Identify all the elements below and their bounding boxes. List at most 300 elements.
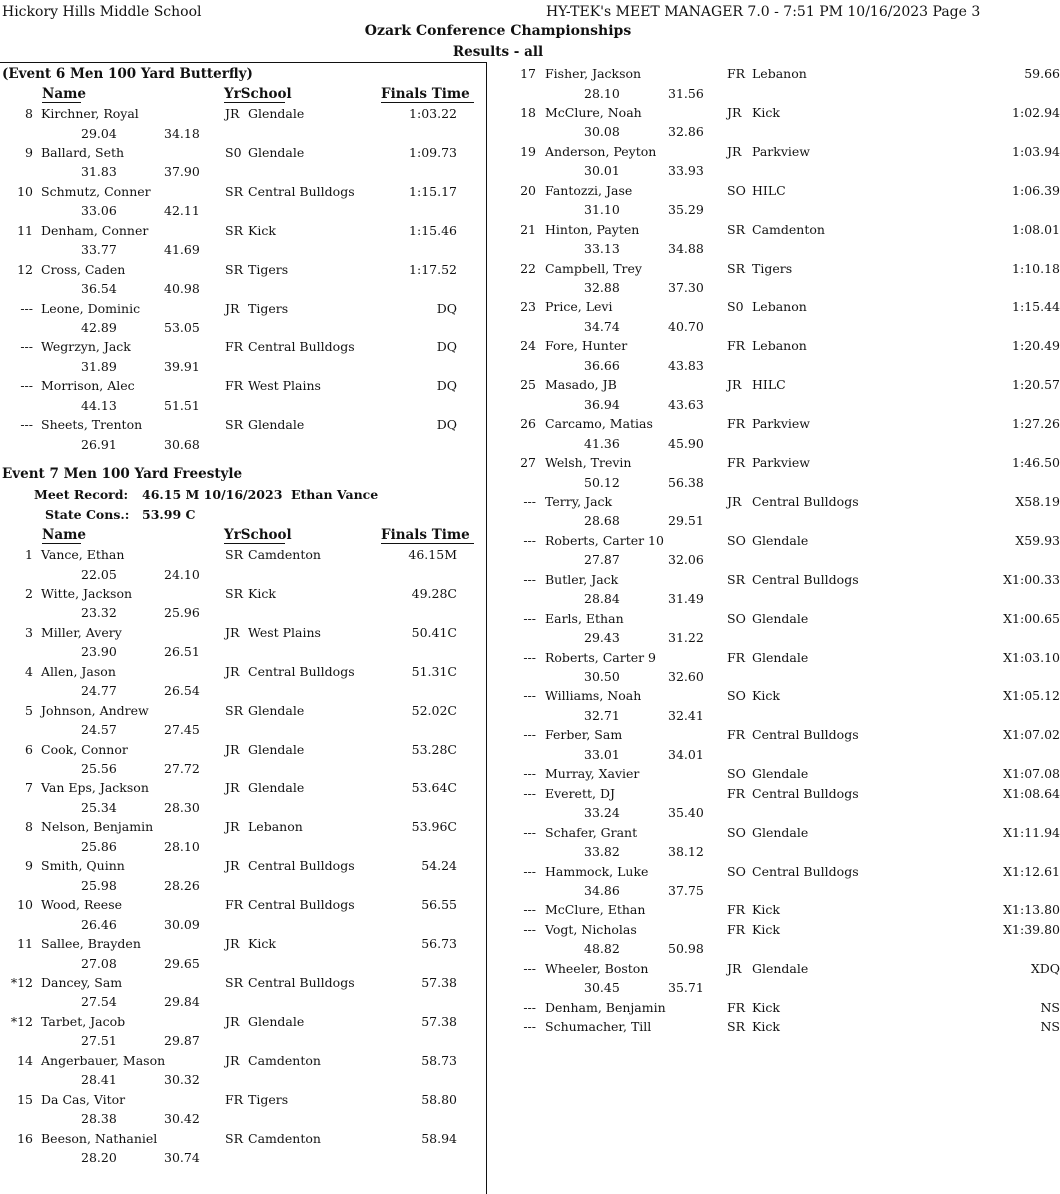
result-row <box>0 585 486 621</box>
place: 8 <box>25 106 33 121</box>
year: SO <box>727 182 746 198</box>
split-2: 32.06 <box>668 552 704 568</box>
result-row <box>0 339 486 374</box>
school: Kick <box>248 222 276 238</box>
split-1: 29.43 <box>584 630 620 646</box>
place: --- <box>523 532 536 548</box>
result-row <box>0 1013 486 1049</box>
meet-title: Ozark Conference Championships <box>364 23 632 39</box>
result-row <box>486 221 1060 257</box>
result-row <box>486 649 1060 684</box>
split-2: 29.84 <box>164 994 200 1010</box>
result-row <box>486 377 1060 412</box>
split-1: 28.10 <box>584 85 620 101</box>
school: Tigers <box>248 261 289 277</box>
split-1: 24.57 <box>81 722 117 738</box>
year: JR <box>225 624 240 640</box>
place: --- <box>523 785 536 801</box>
place: --- <box>523 766 536 782</box>
split-2: 39.91 <box>164 358 200 374</box>
split-1: 50.12 <box>584 474 620 490</box>
place: --- <box>523 571 536 587</box>
school: Glendale <box>248 780 305 796</box>
swimmer-name: Masado, JB <box>545 377 617 393</box>
place: 1 <box>25 547 33 562</box>
event7-col-yrschool-rule <box>224 543 285 544</box>
school: Central Bulldogs <box>752 785 859 801</box>
school: Lebanon <box>248 819 303 835</box>
result-row <box>486 688 1060 723</box>
finals-time: 52.02C <box>411 702 457 718</box>
year: SO <box>727 532 746 548</box>
result-row <box>486 727 1060 762</box>
split-2: 43.83 <box>668 357 704 373</box>
swimmer-name: Hinton, Payten <box>545 221 640 237</box>
finals-time: X59.93 <box>1015 532 1060 548</box>
result-row <box>486 863 1060 898</box>
place: 18 <box>520 104 536 120</box>
finals-time: 59.66 <box>1024 66 1060 81</box>
swimmer-name: Williams, Noah <box>545 688 642 704</box>
school: Lebanon <box>752 338 807 354</box>
split-2: 32.41 <box>668 707 704 723</box>
year: JR <box>225 1013 240 1029</box>
school: Kick <box>752 999 780 1015</box>
event6-col-name: Name <box>42 86 86 102</box>
result-row <box>486 999 1060 1018</box>
school: Glendale <box>752 766 809 782</box>
result-row <box>0 1091 486 1127</box>
swimmer-name: Campbell, Trey <box>545 260 642 276</box>
school: Central Bulldogs <box>248 974 355 990</box>
place: 15 <box>17 1091 33 1107</box>
year: JR <box>727 104 742 120</box>
place: --- <box>20 339 33 355</box>
split-2: 27.72 <box>164 761 200 776</box>
split-1: 31.89 <box>81 358 117 374</box>
split-2: 35.40 <box>668 805 704 821</box>
finals-time: 1:15.17 <box>409 183 457 199</box>
year: SR <box>727 571 745 587</box>
school: Central Bulldogs <box>752 727 859 743</box>
finals-time: 57.38 <box>421 1013 457 1029</box>
swimmer-name: Schmutz, Conner <box>41 183 151 199</box>
split-2: 50.98 <box>668 941 704 957</box>
year: SR <box>727 1019 745 1035</box>
split-1: 22.05 <box>81 566 117 582</box>
year: JR <box>225 819 240 835</box>
split-1: 27.08 <box>81 955 117 971</box>
event6-col-name-rule <box>42 102 81 103</box>
swimmer-name: Fantozzi, Jase <box>545 182 633 198</box>
finals-time: DQ <box>436 300 457 316</box>
swimmer-name: Wegrzyn, Jack <box>41 339 131 355</box>
split-1: 30.50 <box>584 669 620 684</box>
finals-time: 53.28C <box>411 741 457 757</box>
place: 6 <box>25 741 33 757</box>
swimmer-name: Van Eps, Jackson <box>41 780 149 796</box>
split-2: 30.42 <box>164 1111 200 1127</box>
finals-time: 51.31C <box>411 663 457 679</box>
result-row <box>486 824 1060 860</box>
school: Central Bulldogs <box>248 663 355 679</box>
result-row <box>486 785 1060 821</box>
result-row <box>486 960 1060 996</box>
swimmer-name: Cross, Caden <box>41 261 126 277</box>
swimmer-name: Morrison, Alec <box>41 378 135 394</box>
result-row <box>0 183 486 219</box>
year: SR <box>225 1130 243 1146</box>
split-1: 24.77 <box>81 683 117 699</box>
split-2: 25.96 <box>164 605 200 621</box>
year: JR <box>225 1052 240 1068</box>
finals-time: 1:02.94 <box>1012 104 1060 120</box>
split-2: 26.51 <box>164 644 200 660</box>
result-row <box>0 624 486 660</box>
swimmer-name: Dancey, Sam <box>41 974 123 990</box>
result-row <box>0 663 486 699</box>
school: Parkview <box>752 143 811 159</box>
finals-time: 58.80 <box>421 1091 457 1107</box>
school: Central Bulldogs <box>248 858 355 874</box>
school: HILC <box>752 182 786 198</box>
place: 26 <box>520 416 536 432</box>
school: HILC <box>752 377 786 393</box>
split-1: 41.36 <box>584 435 620 451</box>
result-row <box>486 143 1060 179</box>
event6-title: (Event 6 Men 100 Yard Butterfly) <box>2 66 253 82</box>
split-2: 32.86 <box>668 124 704 140</box>
swimmer-name: McClure, Ethan <box>545 902 646 918</box>
finals-time: 1:20.57 <box>1012 377 1060 393</box>
school: Kick <box>752 921 780 937</box>
swimmer-name: Allen, Jason <box>41 663 116 679</box>
result-row <box>0 417 486 452</box>
result-row <box>486 416 1060 451</box>
place: 10 <box>17 183 33 199</box>
place: 19 <box>520 143 536 159</box>
swimmer-name: Everett, DJ <box>545 785 615 801</box>
split-2: 28.26 <box>164 877 200 893</box>
place: 4 <box>25 663 33 679</box>
split-2: 32.60 <box>668 669 704 684</box>
split-1: 30.08 <box>584 124 620 140</box>
year: SR <box>225 702 243 718</box>
place: *12 <box>10 974 33 990</box>
finals-time: 1:09.73 <box>409 144 457 160</box>
split-2: 33.93 <box>668 163 704 179</box>
swimmer-name: Price, Levi <box>545 299 613 315</box>
finals-time: 49.28C <box>411 585 457 601</box>
year: SR <box>225 222 243 238</box>
place: --- <box>523 863 536 879</box>
split-1: 36.54 <box>81 281 117 297</box>
swimmer-name: Carcamo, Matias <box>545 416 653 432</box>
year: SO <box>727 824 746 840</box>
finals-time: X58.19 <box>1015 493 1060 509</box>
finals-time: X1:12.61 <box>1003 863 1060 879</box>
swimmer-name: Nelson, Benjamin <box>41 819 154 835</box>
year: FR <box>727 727 746 743</box>
split-1: 48.82 <box>584 941 620 957</box>
finals-time: 1:06.39 <box>1012 182 1060 198</box>
result-row <box>486 338 1060 373</box>
swimmer-name: Vance, Ethan <box>41 547 125 562</box>
place: 21 <box>520 221 536 237</box>
school: Tigers <box>248 300 289 316</box>
year: SR <box>727 260 745 276</box>
year: FR <box>727 455 746 470</box>
swimmer-name: Roberts, Carter 10 <box>545 532 664 548</box>
event7-col-finals: Finals Time <box>381 527 470 543</box>
split-1: 28.68 <box>584 513 620 529</box>
school: Glendale <box>752 610 809 626</box>
place: 14 <box>17 1052 33 1068</box>
place: 24 <box>520 338 536 354</box>
finals-time: DQ <box>436 339 457 355</box>
finals-time: 1:17.52 <box>409 261 457 277</box>
swimmer-name: Butler, Jack <box>545 571 619 587</box>
split-2: 35.71 <box>668 980 704 996</box>
place: --- <box>523 727 536 743</box>
school: Camdenton <box>248 1052 321 1068</box>
finals-time: NS <box>1040 999 1060 1015</box>
split-1: 34.86 <box>584 883 620 898</box>
school: Camdenton <box>752 221 825 237</box>
place: 17 <box>520 66 536 81</box>
split-2: 30.74 <box>164 1150 200 1165</box>
year: FR <box>727 338 746 354</box>
result-row <box>486 610 1060 646</box>
school: Central Bulldogs <box>248 897 355 913</box>
place: 9 <box>25 144 33 160</box>
result-row <box>486 104 1060 140</box>
year: FR <box>727 902 746 918</box>
swimmer-name: Anderson, Peyton <box>545 143 657 159</box>
finals-time: 56.55 <box>421 897 457 913</box>
split-1: 36.94 <box>584 396 620 412</box>
finals-time: DQ <box>436 417 457 433</box>
swimmer-name: Beeson, Nathaniel <box>41 1130 158 1146</box>
place: --- <box>523 960 536 976</box>
place: 20 <box>520 182 536 198</box>
split-2: 37.75 <box>668 883 704 898</box>
finals-time: 1:08.01 <box>1012 221 1060 237</box>
finals-time: X1:13.80 <box>1003 902 1060 918</box>
place: 5 <box>25 702 33 718</box>
swimmer-name: Hammock, Luke <box>545 863 649 879</box>
event6-col-finals: Finals Time <box>381 86 470 102</box>
finals-time: X1:00.33 <box>1003 571 1060 587</box>
finals-time: 58.73 <box>421 1052 457 1068</box>
school: Central Bulldogs <box>752 493 859 509</box>
state-cons-value: 53.99 C <box>142 507 196 522</box>
split-2: 30.68 <box>164 436 200 452</box>
result-row <box>486 532 1060 568</box>
finals-time: 58.94 <box>421 1130 457 1146</box>
split-1: 28.41 <box>81 1072 117 1088</box>
split-2: 27.45 <box>164 722 200 738</box>
school: Glendale <box>752 960 809 976</box>
split-1: 26.46 <box>81 916 117 932</box>
place: 7 <box>25 780 33 796</box>
swimmer-name: Sallee, Brayden <box>41 936 141 951</box>
split-2: 31.22 <box>668 630 704 646</box>
swimmer-name: Ferber, Sam <box>545 727 623 743</box>
split-2: 29.51 <box>668 513 704 529</box>
split-2: 56.38 <box>668 474 704 490</box>
split-2: 29.87 <box>164 1033 200 1049</box>
split-1: 27.54 <box>81 994 117 1010</box>
finals-time: XDQ <box>1030 960 1060 976</box>
split-2: 31.56 <box>668 85 704 101</box>
split-2: 42.11 <box>164 203 200 219</box>
school: West Plains <box>248 624 321 640</box>
event7-col-finals-rule <box>381 543 474 544</box>
place: *12 <box>10 1013 33 1029</box>
finals-time: 50.41C <box>411 624 457 640</box>
school: Glendale <box>752 532 809 548</box>
year: JR <box>225 106 240 121</box>
split-2: 26.54 <box>164 683 200 699</box>
result-row <box>0 858 486 893</box>
result-row <box>486 299 1060 334</box>
place: --- <box>20 300 33 316</box>
school: Glendale <box>248 702 305 718</box>
split-1: 25.34 <box>81 799 117 815</box>
year: FR <box>727 649 746 665</box>
place: 8 <box>25 819 33 835</box>
finals-time: X1:07.08 <box>1003 766 1060 782</box>
result-row <box>486 571 1060 607</box>
split-1: 33.24 <box>584 805 620 821</box>
swimmer-name: Johnson, Andrew <box>41 702 149 718</box>
event7-title: Event 7 Men 100 Yard Freestyle <box>2 466 243 482</box>
result-row <box>0 1052 486 1088</box>
swimmer-name: Earls, Ethan <box>545 610 624 626</box>
school: West Plains <box>248 378 321 394</box>
finals-time: X1:11.94 <box>1003 824 1060 840</box>
split-1: 28.84 <box>584 591 620 607</box>
split-1: 25.98 <box>81 877 117 893</box>
year: SO <box>727 610 746 626</box>
school: Parkview <box>752 455 811 470</box>
place: --- <box>523 921 536 937</box>
year: JR <box>225 300 240 316</box>
school: Camdenton <box>248 547 321 562</box>
state-cons-label: State Cons.: <box>45 507 130 522</box>
swimmer-name: Roberts, Carter 9 <box>545 649 657 665</box>
year: S0 <box>727 299 744 315</box>
result-row <box>0 780 486 815</box>
split-2: 53.05 <box>164 320 200 335</box>
result-row <box>0 1130 486 1165</box>
split-2: 24.10 <box>164 566 200 582</box>
finals-time: 1:20.49 <box>1012 338 1060 354</box>
split-1: 25.86 <box>81 838 117 854</box>
year: JR <box>727 377 742 393</box>
result-row <box>0 741 486 776</box>
school: Central Bulldogs <box>752 863 859 879</box>
event6-col-yrschool-rule <box>224 102 285 103</box>
swimmer-name: Denham, Conner <box>41 222 149 238</box>
split-1: 32.71 <box>584 707 620 723</box>
split-2: 40.70 <box>668 318 704 334</box>
split-1: 23.32 <box>81 605 117 621</box>
year: SR <box>225 547 243 562</box>
swimmer-name: Wheeler, Boston <box>545 960 649 976</box>
split-1: 33.01 <box>584 746 620 762</box>
finals-time: X1:03.10 <box>1003 649 1060 665</box>
school: Kick <box>752 902 780 918</box>
place: --- <box>523 999 536 1015</box>
school: Kick <box>248 936 276 951</box>
split-2: 29.65 <box>164 955 200 971</box>
place: 2 <box>25 585 33 601</box>
year: S0 <box>225 144 242 160</box>
school: Glendale <box>752 649 809 665</box>
finals-time: X1:39.80 <box>1003 921 1060 937</box>
split-1: 34.74 <box>584 318 620 334</box>
result-row <box>486 66 1060 101</box>
year: FR <box>225 897 244 913</box>
school: Kick <box>752 104 780 120</box>
result-row <box>0 702 486 738</box>
place: 10 <box>17 897 33 913</box>
swimmer-name: Wood, Reese <box>41 897 123 913</box>
split-1: 33.13 <box>584 241 620 257</box>
finals-time: 1:15.46 <box>409 222 457 238</box>
event7-col-yrschool: YrSchool <box>224 527 292 543</box>
finals-time: 1:15.44 <box>1012 299 1060 315</box>
school: Central Bulldogs <box>248 339 355 355</box>
swimmer-name: Denham, Benjamin <box>545 999 666 1015</box>
finals-time: 56.73 <box>421 936 457 951</box>
swimmer-name: Miller, Avery <box>41 624 122 640</box>
school: Lebanon <box>752 299 807 315</box>
year: SR <box>225 417 243 433</box>
split-2: 34.88 <box>668 241 704 257</box>
result-row <box>0 378 486 413</box>
finals-time: X1:08.64 <box>1003 785 1060 801</box>
place: 22 <box>520 260 536 276</box>
swimmer-name: Sheets, Trenton <box>41 417 143 433</box>
meet-record-holder: Ethan Vance <box>291 487 379 502</box>
split-2: 31.49 <box>668 591 704 607</box>
place: 11 <box>17 936 33 951</box>
swimmer-name: Da Cas, Vitor <box>41 1091 126 1107</box>
school-name: Hickory Hills Middle School <box>2 4 202 20</box>
place: 16 <box>17 1130 33 1146</box>
year: SO <box>727 863 746 879</box>
place: --- <box>20 417 33 433</box>
result-row <box>0 819 486 854</box>
year: JR <box>727 143 742 159</box>
finals-time: NS <box>1040 1019 1060 1035</box>
split-1: 30.01 <box>584 163 620 179</box>
school: Glendale <box>248 1013 305 1029</box>
split-1: 28.38 <box>81 1111 117 1127</box>
finals-time: 53.64C <box>411 780 457 796</box>
split-1: 26.91 <box>81 436 117 452</box>
place: 3 <box>25 624 33 640</box>
finals-time: 1:27.26 <box>1012 416 1060 432</box>
school: Glendale <box>248 741 305 757</box>
split-1: 25.56 <box>81 761 117 776</box>
split-1: 30.45 <box>584 980 620 996</box>
result-row <box>0 261 486 297</box>
school: Lebanon <box>752 66 807 81</box>
